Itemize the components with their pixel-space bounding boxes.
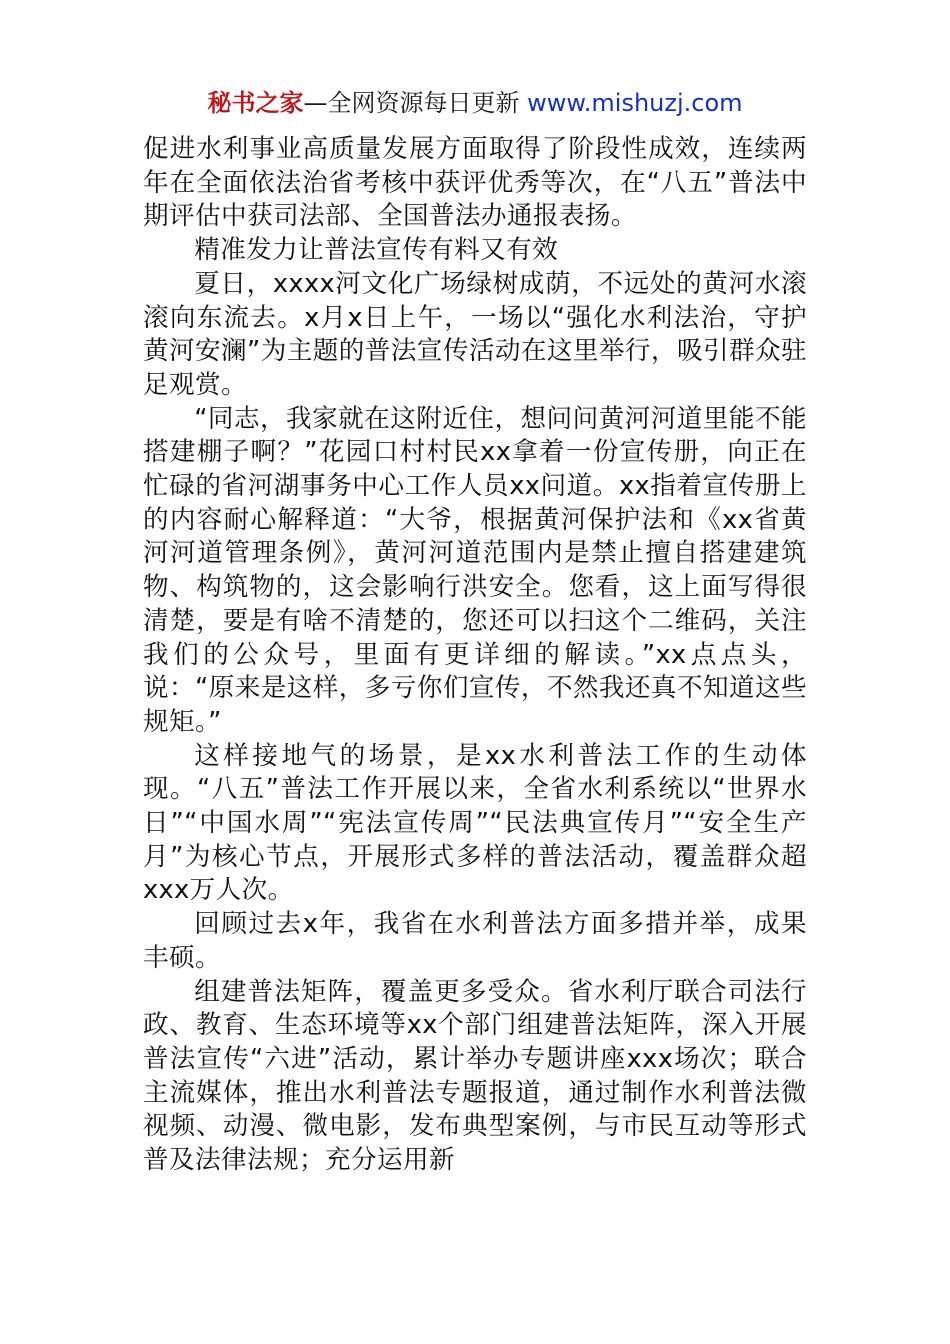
paragraph: “同志，我家就在这附近住，想问问黄河河道里能不能搭建棚子啊？”花园口村村民xx拿着一份宣传册，向正在忙碌的省河湖事务中心工作人员xx问道。xx指着宣传册上的内容耐心解释道：“大爷，根据黄河保护法和《xx省黄河河道管理条例》，黄河河道范围内是禁止擅自搭建建筑物、构筑物的，这会影响行洪安全。您看，这上面写得很清楚，要是有啥不清楚的，您还可以扫这个二维码，关注我们的公众号，里面有更详细的解读。”xx点点头，说：“原来是这样，多亏你们宣传，不然我还真不知道这些规矩。” <box>143 403 807 737</box>
paragraph-continuation: 促进水利事业高质量发展方面取得了阶段性成效，连续两年在全面依法治省考核中获评优秀等次，在“八五”普法中期评估中获司法部、全国普法办通报表扬。 <box>143 134 807 232</box>
brand-name: 秘书之家 <box>207 89 304 117</box>
header-tagline: —全网资源每日更新 <box>303 89 520 117</box>
paragraph: 夏日，xxxx河文化广场绿树成荫，不远处的黄河水滚滚向东流去。x月x日上午，一场以“强化水利法治，守护黄河安澜”为主题的普法宣传活动在这里举行，吸引群众驻足观赏。 <box>143 268 807 400</box>
document-body <box>143 133 807 1178</box>
section-heading: 精准发力让普法宣传有料又有效 <box>194 235 559 266</box>
paragraph: 组建普法矩阵，覆盖更多受众。省水利厅联合司法行政、教育、生态环境等xx个部门组建普法矩阵，深入开展普法宣传“六进”活动，累计举办专题讲座xxx场次；联合主流媒体，推出水利普法专题报道，通过制作水利普法微视频、动漫、微电影，发布典型案例，与市民互动等形式普及法律法规；充分运用新 <box>143 976 807 1176</box>
page-header <box>0 86 950 120</box>
site-url-link[interactable]: www.mishuzj.com <box>527 89 743 117</box>
paragraph: 这样接地气的场景，是xx水利普法工作的生动体现。“八五”普法工作开展以来，全省水利系统以“世界水日”“中国水周”“宪法宣传周”“民法典宣传月”“安全生产月”为核心节点，开展形式多样的普法活动，覆盖群众超xxx万人次。 <box>143 740 807 906</box>
paragraph: 回顾过去x年，我省在水利普法方面多措并举，成果丰硕。 <box>143 909 807 973</box>
